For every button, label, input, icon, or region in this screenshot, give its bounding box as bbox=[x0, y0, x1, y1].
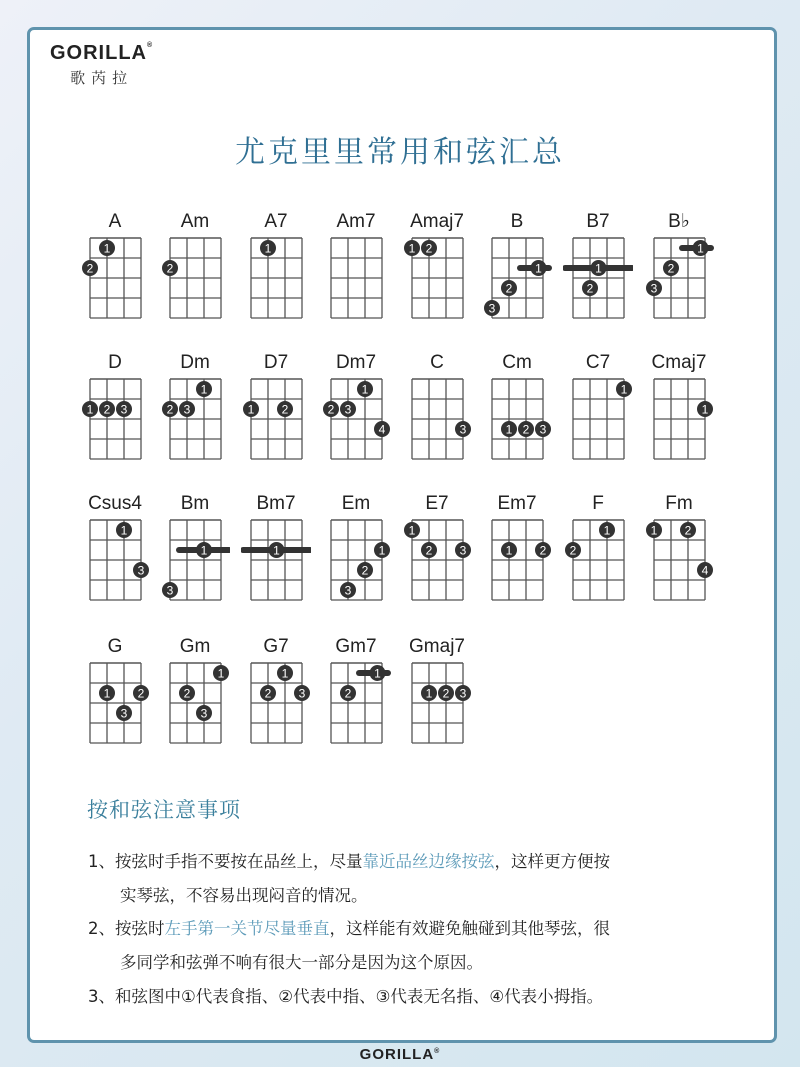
finger-number: 3 bbox=[539, 422, 547, 437]
chord-fretboard bbox=[321, 375, 391, 467]
chord-fretboard bbox=[563, 375, 633, 467]
chord-name: Bm bbox=[180, 493, 210, 514]
note-highlight: 靠近品丝边缘按弦 bbox=[362, 852, 495, 871]
chord-diagram bbox=[482, 492, 552, 608]
chord-fretboard bbox=[241, 516, 311, 608]
finger-number: 2 bbox=[569, 543, 577, 558]
finger-number: 1 bbox=[247, 402, 255, 417]
finger-number: 3 bbox=[459, 543, 467, 558]
finger-number: 4 bbox=[378, 422, 386, 437]
chord-name: Dm7 bbox=[335, 352, 377, 373]
finger-number: 3 bbox=[459, 686, 467, 701]
finger-number: 1 bbox=[620, 382, 628, 397]
finger-number: 1 bbox=[217, 666, 225, 681]
chord-diagram bbox=[321, 492, 391, 608]
chord-name: Fm bbox=[665, 493, 693, 514]
footer-logo bbox=[0, 1046, 800, 1063]
finger-number: 2 bbox=[166, 261, 174, 276]
finger-number: 1 bbox=[86, 402, 94, 417]
chord-fretboard bbox=[402, 375, 472, 467]
chord-fretboard bbox=[402, 516, 472, 608]
page-title: 尤克里里常用和弦汇总 bbox=[235, 135, 565, 170]
chord-diagram bbox=[402, 635, 472, 751]
finger-number: 3 bbox=[298, 686, 306, 701]
finger-number: 3 bbox=[344, 583, 352, 598]
chord-fretboard bbox=[644, 516, 714, 608]
note-1 bbox=[88, 845, 728, 913]
chord-name: Am bbox=[180, 211, 210, 232]
chord-fretboard bbox=[563, 234, 633, 326]
finger-number: 2 bbox=[442, 686, 450, 701]
finger-number: 1 bbox=[361, 382, 369, 397]
chord-diagram bbox=[321, 351, 391, 467]
note-text: 1、按弦时手指不要按在品丝上，尽量 bbox=[88, 852, 363, 871]
chord-fretboard bbox=[644, 375, 714, 467]
chord-name: C bbox=[430, 352, 444, 373]
chord-name: Gmaj7 bbox=[409, 636, 465, 657]
finger-number: 1 bbox=[103, 241, 111, 256]
finger-number: 1 bbox=[408, 241, 416, 256]
chord-name: A bbox=[108, 211, 122, 232]
finger-number: 3 bbox=[183, 402, 191, 417]
finger-number: 1 bbox=[697, 241, 704, 256]
chord-diagram bbox=[80, 492, 150, 608]
chord-diagram bbox=[160, 492, 230, 608]
finger-number: 4 bbox=[701, 563, 709, 578]
finger-number: 2 bbox=[327, 402, 335, 417]
chord-fretboard bbox=[482, 234, 552, 326]
chord-fretboard bbox=[321, 659, 391, 751]
chord-fretboard bbox=[644, 234, 714, 326]
chord-fretboard bbox=[402, 234, 472, 326]
chord-diagram bbox=[321, 210, 391, 326]
chord-fretboard bbox=[402, 659, 472, 751]
finger-number: 2 bbox=[684, 523, 692, 538]
chord-name: Amaj7 bbox=[410, 211, 464, 232]
chord-fretboard bbox=[482, 516, 552, 608]
finger-number: 2 bbox=[264, 686, 272, 701]
chord-diagram bbox=[644, 492, 714, 608]
chord-fretboard bbox=[80, 659, 150, 751]
finger-number: 1 bbox=[603, 523, 611, 538]
finger-number: 2 bbox=[183, 686, 191, 701]
finger-number: 1 bbox=[595, 261, 602, 276]
chord-name: Gm7 bbox=[335, 636, 377, 657]
chord-fretboard bbox=[80, 234, 150, 326]
chord-diagram bbox=[80, 351, 150, 467]
finger-number: 2 bbox=[86, 261, 94, 276]
finger-number: 1 bbox=[273, 543, 280, 558]
chord-name: Am7 bbox=[336, 211, 376, 232]
chord-diagram bbox=[160, 351, 230, 467]
notes-heading: 按和弦注意事项 bbox=[87, 798, 241, 822]
chord-diagram bbox=[402, 351, 472, 467]
finger-number: 3 bbox=[344, 402, 352, 417]
finger-number: 2 bbox=[137, 686, 145, 701]
chord-name: D7 bbox=[263, 352, 289, 373]
finger-number: 1 bbox=[408, 523, 416, 538]
finger-number: 2 bbox=[522, 422, 530, 437]
chord-name: Cm bbox=[502, 352, 532, 373]
finger-number: 1 bbox=[200, 382, 208, 397]
chord-name: G7 bbox=[263, 636, 289, 657]
note-text: 2、按弦时 bbox=[88, 919, 165, 938]
finger-number: 2 bbox=[667, 261, 675, 276]
finger-number: 2 bbox=[505, 281, 513, 296]
brand-cn-name: 歌芮拉 bbox=[70, 69, 134, 87]
chord-name: G bbox=[107, 636, 123, 657]
chord-fretboard bbox=[241, 375, 311, 467]
finger-number: 1 bbox=[374, 666, 381, 681]
finger-number: 1 bbox=[701, 402, 709, 417]
finger-number: 2 bbox=[425, 241, 433, 256]
chord-fretboard bbox=[241, 659, 311, 751]
chord-fretboard bbox=[321, 516, 391, 608]
chord-name: F bbox=[592, 493, 604, 514]
finger-number: 1 bbox=[120, 523, 128, 538]
chord-diagram bbox=[402, 492, 472, 608]
chord-diagram bbox=[160, 635, 230, 751]
registered-mark: ® bbox=[147, 42, 154, 49]
finger-number: 2 bbox=[586, 281, 594, 296]
chord-diagram bbox=[563, 210, 633, 326]
chord-fretboard bbox=[160, 659, 230, 751]
finger-number: 2 bbox=[103, 402, 111, 417]
note-highlight: 左手第一关节尽量垂直 bbox=[164, 919, 330, 938]
finger-number: 1 bbox=[103, 686, 111, 701]
finger-number: 3 bbox=[650, 281, 658, 296]
finger-number: 1 bbox=[281, 666, 289, 681]
note-2 bbox=[88, 912, 728, 980]
finger-number: 2 bbox=[539, 543, 547, 558]
finger-number: 2 bbox=[361, 563, 369, 578]
chord-diagram bbox=[241, 210, 311, 326]
finger-number: 1 bbox=[505, 422, 513, 437]
chord-name: Gm bbox=[179, 636, 211, 657]
chord-diagram bbox=[80, 210, 150, 326]
chord-name: Cmaj7 bbox=[651, 352, 707, 373]
chord-name: Csus4 bbox=[88, 493, 142, 514]
finger-number: 3 bbox=[459, 422, 467, 437]
chord-diagram bbox=[563, 351, 633, 467]
finger-number: 3 bbox=[120, 402, 128, 417]
chord-fretboard bbox=[321, 234, 391, 326]
brand-logo bbox=[50, 42, 153, 88]
chord-diagram bbox=[321, 635, 391, 751]
finger-number: 3 bbox=[120, 706, 128, 721]
chord-diagram bbox=[241, 492, 311, 608]
finger-number: 2 bbox=[344, 686, 352, 701]
chord-diagram bbox=[644, 351, 714, 467]
chord-fretboard bbox=[160, 375, 230, 467]
note-3: 3、和弦图中①代表食指、②代表中指、③代表无名指、④代表小拇指。 bbox=[88, 987, 604, 1006]
finger-number: 1 bbox=[425, 686, 433, 701]
note-text: ，这样能有效避免触碰到其他琴弦，很 bbox=[329, 919, 610, 938]
finger-number: 3 bbox=[137, 563, 145, 578]
note-text: 实琴弦，不容易出现闷音的情况。 bbox=[120, 886, 368, 905]
chord-diagram bbox=[160, 210, 230, 326]
brand-name: GORILLA bbox=[50, 42, 147, 64]
chord-name: Em bbox=[341, 493, 371, 514]
footer-reg: ® bbox=[434, 1048, 441, 1055]
finger-number: 1 bbox=[264, 241, 272, 256]
chord-diagram bbox=[563, 492, 633, 608]
finger-number: 1 bbox=[535, 261, 542, 276]
finger-number: 1 bbox=[378, 543, 386, 558]
chord-fretboard bbox=[80, 375, 150, 467]
chord-diagram bbox=[482, 351, 552, 467]
chord-name: E7 bbox=[425, 493, 449, 514]
finger-number: 2 bbox=[166, 402, 174, 417]
finger-number: 2 bbox=[425, 543, 433, 558]
finger-number: 3 bbox=[200, 706, 208, 721]
finger-number: 1 bbox=[200, 543, 208, 558]
chord-name: Em7 bbox=[497, 493, 537, 514]
finger-number: 3 bbox=[488, 301, 496, 316]
finger-number: 1 bbox=[505, 543, 513, 558]
chord-name: C7 bbox=[585, 352, 611, 373]
note-text: ，这样更方便按 bbox=[494, 852, 610, 871]
finger-number: 3 bbox=[166, 583, 174, 598]
note-text: 多同学和弦弹不响有很大一部分是因为这个原因。 bbox=[120, 953, 483, 972]
chord-fretboard bbox=[241, 234, 311, 326]
chord-diagram bbox=[80, 635, 150, 751]
chord-diagram bbox=[644, 210, 714, 326]
chord-name: B bbox=[510, 211, 524, 232]
finger-number: 1 bbox=[650, 523, 658, 538]
chord-diagram bbox=[482, 210, 552, 326]
chord-fretboard bbox=[482, 375, 552, 467]
finger-number: 2 bbox=[281, 402, 289, 417]
chord-fretboard bbox=[563, 516, 633, 608]
chord-name: B7 bbox=[586, 211, 610, 232]
chord-diagram bbox=[402, 210, 472, 326]
chord-name: B♭ bbox=[668, 211, 690, 232]
chord-name: D bbox=[108, 352, 122, 373]
chord-name: Bm7 bbox=[256, 493, 296, 514]
chord-name: Dm bbox=[180, 352, 210, 373]
chord-fretboard bbox=[80, 516, 150, 608]
chord-fretboard bbox=[160, 234, 230, 326]
footer-brand: GORILLA bbox=[359, 1046, 435, 1063]
chord-name: A7 bbox=[264, 211, 288, 232]
chord-diagram bbox=[241, 351, 311, 467]
chord-diagram bbox=[241, 635, 311, 751]
chord-fretboard bbox=[160, 516, 230, 608]
